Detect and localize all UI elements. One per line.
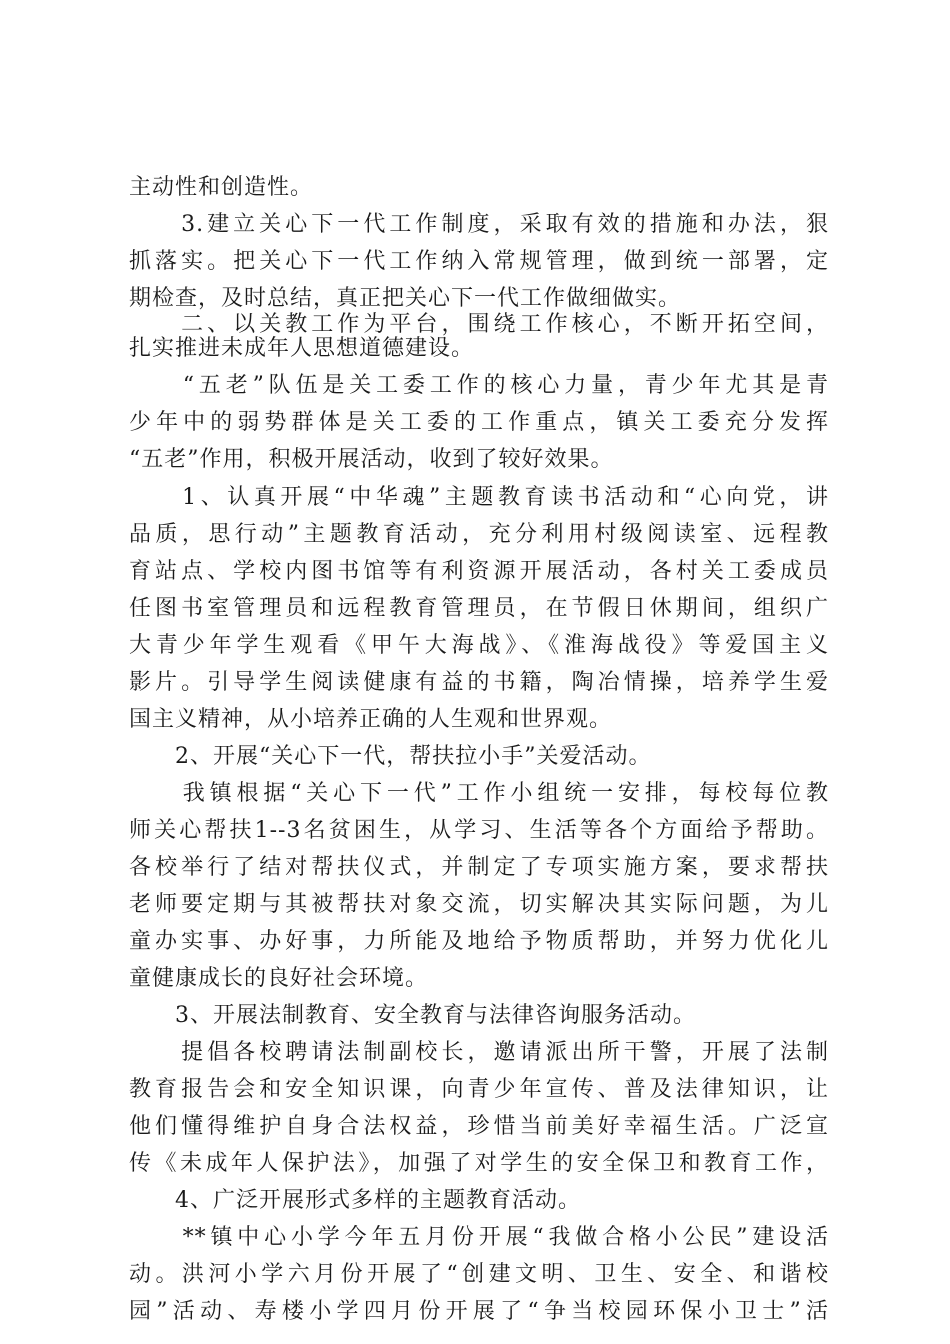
text-line: 老师要定期与其被帮扶对象交流，切实解决其实际问题，为儿 [129, 892, 829, 917]
text-line: 动。洪河小学六月份开展了“创建文明、卫生、安全、和谐校 [129, 1262, 829, 1287]
text-line: 园”活动、寿楼小学四月份开展了“争当校园环保小卫士”活 [129, 1299, 829, 1324]
text-line: “五老”队伍是关工委工作的核心力量，青少年尤其是青 [129, 373, 829, 398]
text-line: “五老”作用，积极开展活动，收到了较好效果。 [129, 447, 614, 472]
text-line: 他们懂得维护自身合法权益，珍惜当前美好幸福生活。广泛宣 [129, 1114, 829, 1139]
text-line: 我镇根据“关心下一代”工作小组统一安排，每校每位教 [129, 781, 829, 806]
text-line: 少年中的弱势群体是关工委的工作重点，镇关工委充分发挥 [129, 410, 829, 435]
text-line: 童健康成长的良好社会环境。 [129, 966, 429, 991]
text-line: 影片。引导学生阅读健康有益的书籍，陶冶情操，培养学生爱 [129, 670, 829, 695]
text-line: 1、认真开展“中华魂”主题教育读书活动和“心向党，讲 [129, 485, 829, 510]
text-line: 各校举行了结对帮扶仪式，并制定了专项实施方案，要求帮扶 [129, 855, 829, 880]
text-line: 期检查，及时总结，真正把关心下一代工作做细做实。 [129, 286, 682, 311]
text-line: 大青少年学生观看《甲午大海战》、《淮海战役》等爱国主义 [129, 633, 829, 658]
text-line: 扎实推进未成年人思想道德建设。 [129, 336, 475, 361]
text-line: 教育报告会和安全知识课，向青少年宣传、普及法律知识，让 [129, 1077, 829, 1102]
text-line: 国主义精神，从小培养正确的人生观和世界观。 [129, 707, 613, 732]
text-line: 4、广泛开展形式多样的主题教育活动。 [129, 1188, 581, 1213]
text-line: 二、以关教工作为平台，围绕工作核心，不断开拓空间， [129, 312, 829, 337]
text-line: 抓落实。把关心下一代工作纳入常规管理，做到统一部署，定 [129, 249, 829, 274]
text-line: 主动性和创造性。 [129, 175, 314, 200]
text-line: 品质，思行动”主题教育活动，充分利用村级阅读室、远程教 [129, 522, 829, 547]
text-line: **镇中心小学今年五月份开展“我做合格小公民”建设活 [129, 1225, 829, 1250]
text-line: 童办实事、办好事，力所能及地给予物质帮助，并努力优化儿 [129, 929, 829, 954]
text-line: 育站点、学校内图书馆等有利资源开展活动，各村关工委成员 [129, 559, 829, 584]
text-line: 2、开展“关心下一代，帮扶拉小手”关爱活动。 [129, 744, 652, 769]
text-line: 3.建立关心下一代工作制度，采取有效的措施和办法，狠 [129, 212, 829, 237]
text-line: 3、开展法制教育、安全教育与法律咨询服务活动。 [129, 1003, 696, 1028]
text-line: 传《未成年人保护法》，加强了对学生的安全保卫和教育工作， [129, 1151, 829, 1176]
text-line: 师关心帮扶1--3名贫困生，从学习、生活等各个方面给予帮助。 [129, 818, 829, 843]
text-line: 提倡各校聘请法制副校长，邀请派出所干警，开展了法制 [129, 1040, 829, 1065]
text-line: 任图书室管理员和远程教育管理员，在节假日休期间，组织广 [129, 596, 829, 621]
